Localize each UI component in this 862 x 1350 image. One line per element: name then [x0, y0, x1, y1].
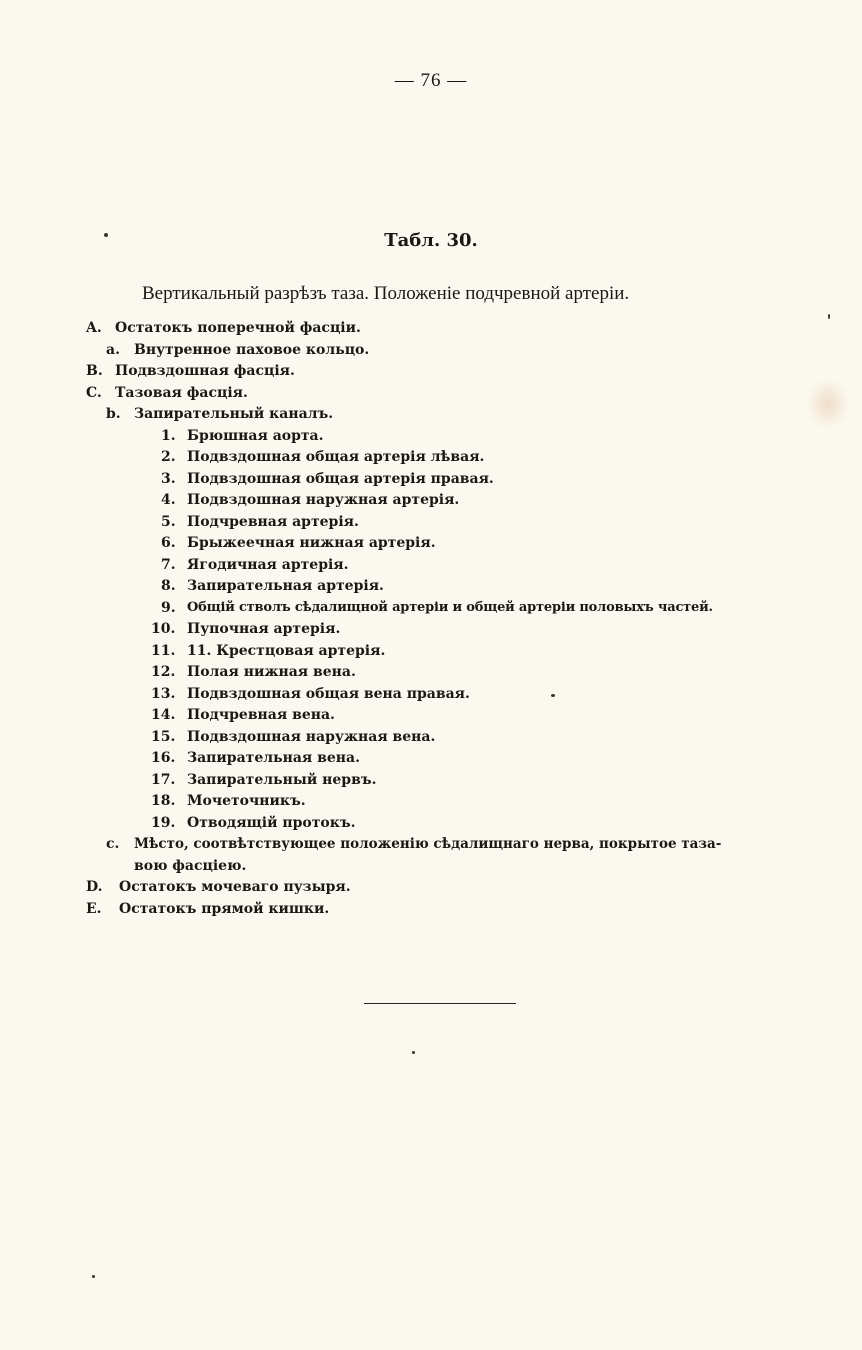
- legend-key: b.: [106, 406, 121, 422]
- legend-text: Тазовая фасція.: [115, 385, 248, 401]
- legend-text: Брюшная аорта.: [187, 428, 324, 444]
- legend-text: Подчревная артерія.: [187, 514, 359, 530]
- legend-text: Подвздошная фасція.: [115, 363, 295, 379]
- legend-key: 12.: [151, 664, 176, 680]
- legend-key: a.: [106, 342, 120, 358]
- section-divider-rule: [364, 1003, 516, 1004]
- legend-text: Запирательный каналъ.: [134, 406, 334, 422]
- legend-key: 9.: [161, 600, 176, 616]
- legend-key: 2.: [161, 449, 176, 465]
- legend-text: Полая нижная вена.: [187, 664, 356, 680]
- legend-key: 18.: [151, 793, 176, 809]
- legend-text: Запирательная вена.: [187, 750, 360, 766]
- legend-key: c.: [106, 836, 120, 852]
- legend-text: Мочеточникъ.: [187, 793, 306, 809]
- table-title: Табл. 30.: [384, 230, 478, 251]
- legend-key: A.: [86, 320, 102, 336]
- legend-text: Внутренное паховое кольцо.: [134, 342, 370, 358]
- legend-text: Подвздошная наружная вена.: [187, 729, 436, 745]
- legend-key: 6.: [161, 535, 176, 551]
- legend-text: Общій стволъ сѣдалищной артеріи и общей артеріи половыхъ частей.: [187, 600, 713, 615]
- legend-text: Остатокъ мочеваго пузыря.: [119, 879, 351, 895]
- legend-text: Подвздошная общая вена правая.: [187, 686, 470, 702]
- legend-text: Остатокъ прямой кишки.: [119, 901, 330, 917]
- legend-key: 13.: [151, 686, 176, 702]
- legend-key: 14.: [151, 707, 176, 723]
- legend-key: 16.: [151, 750, 176, 766]
- legend-text: Ягодичная артерія.: [187, 557, 349, 573]
- figure-caption: Вертикальный разрѣзъ таза. Положеніе подчревной артеріи.: [142, 283, 630, 304]
- legend-text: Подчревная вена.: [187, 707, 335, 723]
- legend-text: Подвздошная наружная артерія.: [187, 492, 460, 508]
- legend-text: Отводящій протокъ.: [187, 815, 356, 831]
- legend-text: Запирательная артерія.: [187, 578, 384, 594]
- page-number: — 76 —: [394, 70, 468, 91]
- legend-key: 17.: [151, 772, 176, 788]
- legend-key: 8.: [161, 578, 176, 594]
- legend-key: 4.: [161, 492, 176, 508]
- legend-key: 10.: [151, 621, 176, 637]
- scan-speck: [412, 1051, 415, 1054]
- legend-key: B.: [86, 363, 103, 379]
- legend-key: 11.: [151, 643, 176, 659]
- legend-key: 19.: [151, 815, 176, 831]
- scan-speck: [551, 694, 555, 697]
- legend-text: Пупочная артерія.: [187, 621, 341, 637]
- legend-key: 1.: [161, 428, 176, 444]
- legend-text: вою фасціею.: [134, 858, 247, 874]
- legend-text: Подвздошная общая артерія лѣвая.: [187, 449, 485, 465]
- legend-text: Запирательный нервъ.: [187, 772, 377, 788]
- legend-text: Остатокъ поперечной фасціи.: [115, 320, 361, 336]
- legend-text: 11. Крестцовая артерія.: [187, 643, 386, 659]
- scan-speck: [828, 314, 830, 319]
- scan-speck: [92, 1275, 95, 1278]
- legend-text: Брыжеечная нижная артерія.: [187, 535, 436, 551]
- scan-speck: [104, 233, 108, 237]
- legend-key: E.: [86, 901, 102, 917]
- legend-text: Мѣсто, соотвѣтствующее положенію сѣдалищнаго нерва, покрытое таза-: [134, 836, 722, 852]
- legend-key: C.: [86, 385, 102, 401]
- legend-key: 15.: [151, 729, 176, 745]
- legend-text: Подвздошная общая артерія правая.: [187, 471, 494, 487]
- legend-key: D.: [86, 879, 103, 895]
- legend-key: 7.: [161, 557, 176, 573]
- legend-key: 3.: [161, 471, 176, 487]
- legend-key: 5.: [161, 514, 176, 530]
